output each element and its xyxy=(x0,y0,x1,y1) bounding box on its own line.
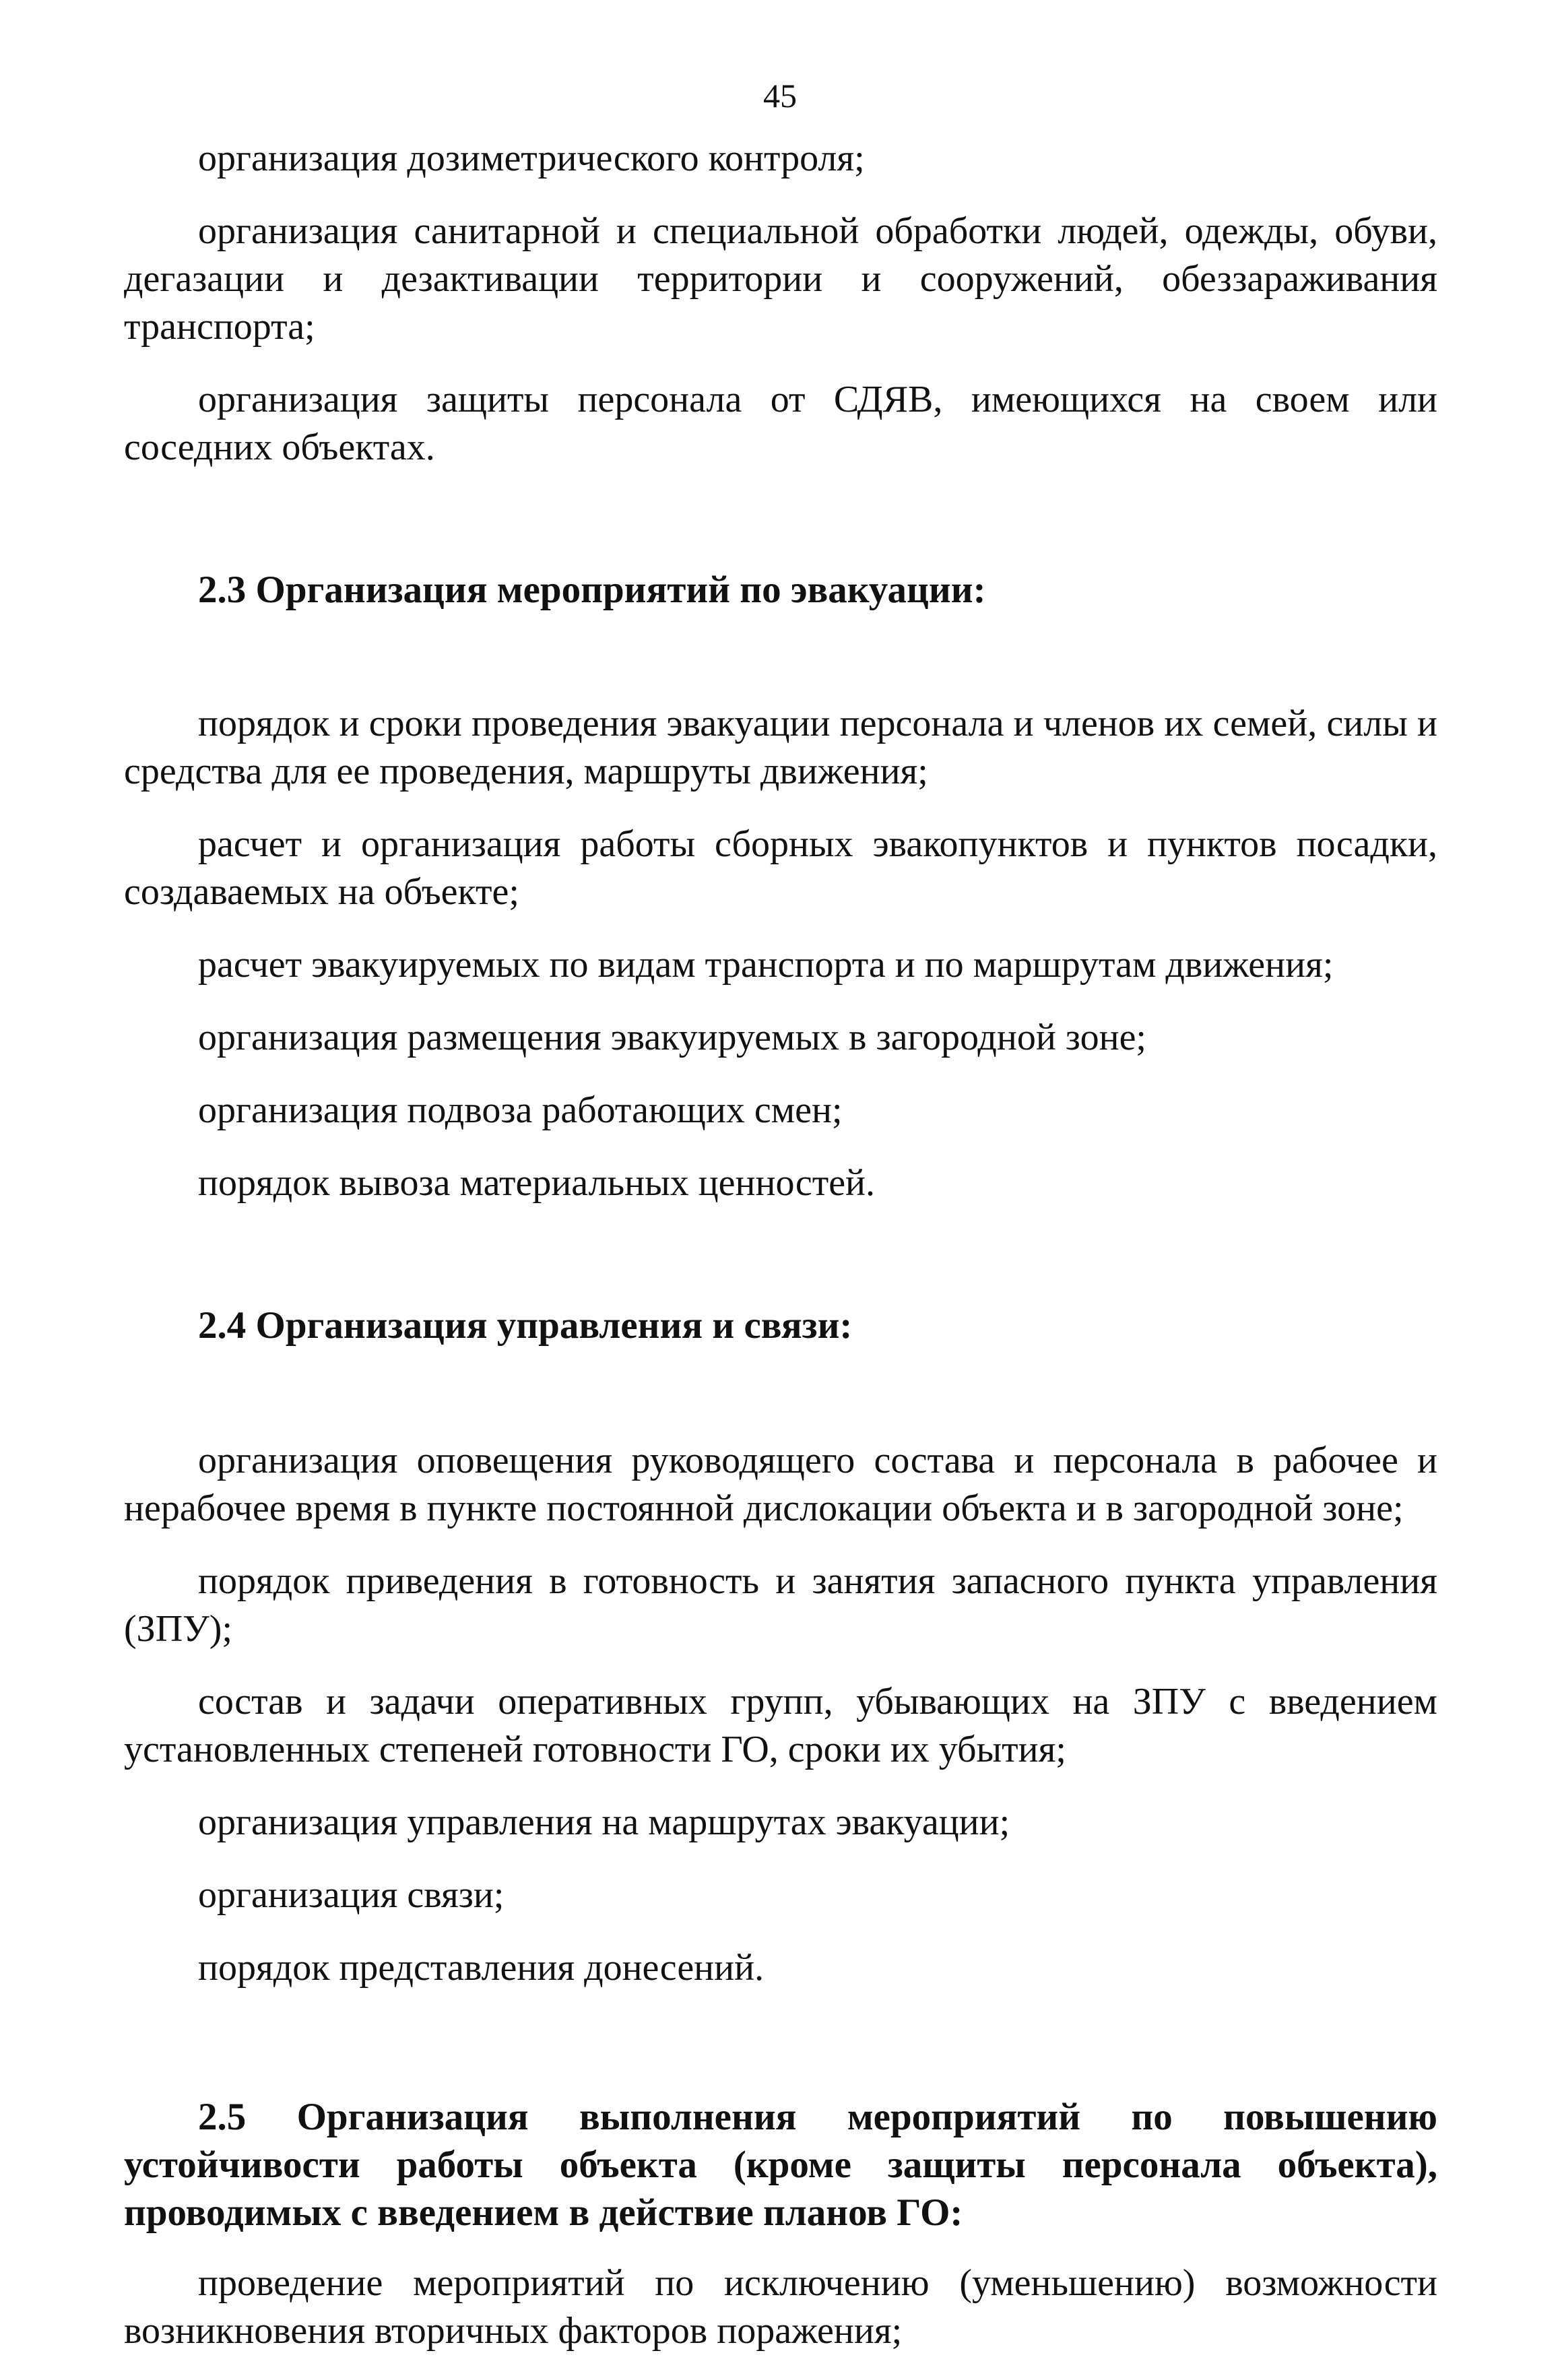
paragraph: организация связи; xyxy=(198,1874,505,1916)
paragraph: порядок и сроки проведения эвакуации персонала и членов их семей, силы и средства для ее проведения, маршруты движения; xyxy=(124,703,1437,792)
paragraph: порядок приведения в готовность и занятия запасного пункта управления (ЗПУ); xyxy=(124,1560,1437,1650)
page-content xyxy=(124,135,1437,2380)
section-heading-2-4: 2.4 Организация управления и связи: xyxy=(198,1304,853,1347)
paragraph: организация размещения эвакуируемых в загородной зоне; xyxy=(198,1017,1146,1058)
paragraph: организация дозиметрического контроля; xyxy=(198,137,865,179)
paragraph: проведение мероприятий по исключению (уменьшению) возможности возникновения вторичных факторов поражения; xyxy=(124,2262,1437,2352)
paragraph: расчет и организация работы сборных эвакопунктов и пунктов посадки, создаваемых на объекте; xyxy=(124,823,1437,913)
paragraph: расчет эвакуируемых по видам транспорта и по маршрутам движения; xyxy=(198,944,1334,986)
paragraph: организация защиты персонала от СДЯВ, имеющихся на своем или соседних объектах. xyxy=(124,379,1437,468)
paragraph: организация санитарной и специальной обработки людей, одежды, обуви, дегазации и дезактивации территории и сооружений, обеззараживания транспорта; xyxy=(124,210,1437,348)
paragraph: состав и задачи оперативных групп, убывающих на ЗПУ с введением установленных степеней готовности ГО, сроки их убытия; xyxy=(124,1681,1437,1770)
paragraph: организация подвоза работающих смен; xyxy=(198,1089,843,1131)
paragraph: организация управления на маршрутах эвакуации; xyxy=(198,1801,1010,1843)
section-heading-2-5: 2.5 Организация выполнения мероприятий по повышению устойчивости работы объекта (кроме защиты персонала объекта), проводимых с введением в действие планов ГО: xyxy=(124,2096,1437,2234)
page-number: 45 xyxy=(763,77,797,115)
paragraph: порядок представления донесений. xyxy=(198,1947,765,1989)
paragraph: организация оповещения руководящего состава и персонала в рабочее и нерабочее время в пункте постоянной дислокации объекта и в загородной зоне; xyxy=(124,1440,1437,1529)
section-heading-2-3: 2.3 Организация мероприятий по эвакуации: xyxy=(198,569,986,611)
paragraph: порядок вывоза материальных ценностей. xyxy=(198,1162,876,1204)
